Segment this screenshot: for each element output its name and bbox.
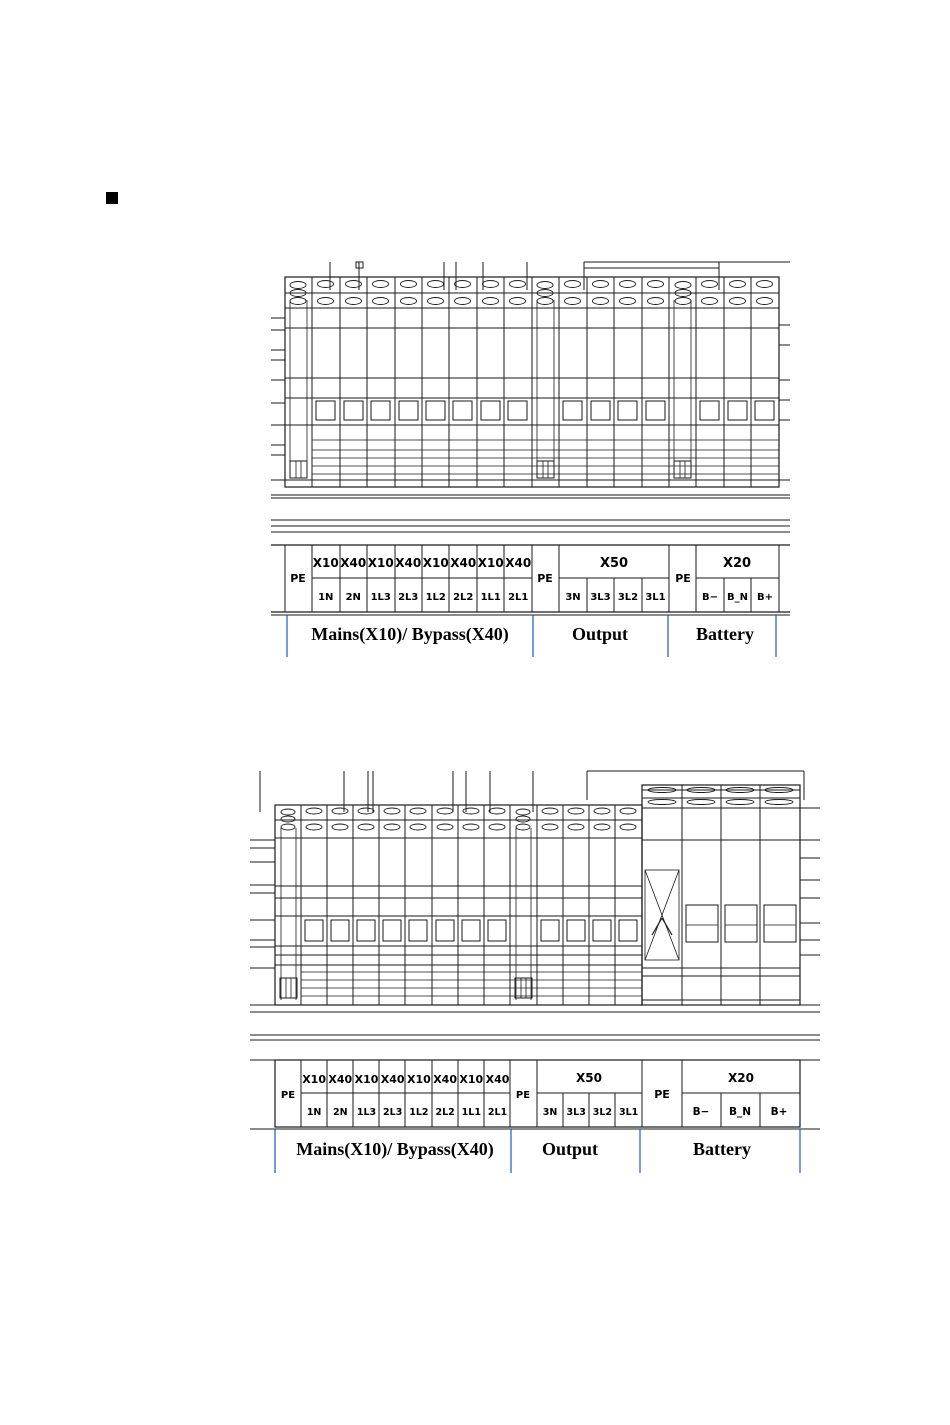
pe-label: PE xyxy=(654,1088,670,1101)
screw-hole-icon xyxy=(290,282,306,289)
pe-label: PE xyxy=(537,572,553,585)
terminal-sub-label: 2L3 xyxy=(398,592,419,603)
pe-clip xyxy=(280,978,297,998)
terminal-head-label: X40 xyxy=(505,556,532,570)
screw-hole-icon xyxy=(318,298,334,305)
screw-hole-icon xyxy=(726,800,754,805)
screw-hole-icon xyxy=(410,808,426,814)
group-label-output: Output xyxy=(541,1139,599,1159)
terminal-head-label: X10 xyxy=(302,1073,326,1086)
terminal-head-label: X10 xyxy=(354,1073,379,1086)
screw-hole-icon xyxy=(516,816,530,822)
terminal-head-label: X40 xyxy=(433,1073,457,1086)
terminal-sub-label: 1L2 xyxy=(425,592,446,603)
group-label-battery: Battery xyxy=(696,624,754,644)
terminal-window xyxy=(453,401,472,420)
pe-label: PE xyxy=(675,572,691,585)
output-sub-label: 3L2 xyxy=(592,1107,613,1118)
terminal-window xyxy=(755,401,774,420)
terminal-window xyxy=(508,401,527,420)
terminal-window xyxy=(541,920,559,941)
terminal-window xyxy=(383,920,401,941)
terminal-head-label: X40 xyxy=(328,1073,353,1086)
screw-hole-icon xyxy=(463,808,479,814)
terminal-head-label: X40 xyxy=(485,1073,510,1086)
pe-clip xyxy=(537,461,554,478)
screw-hole-icon xyxy=(428,298,444,305)
screw-hole-icon xyxy=(318,281,334,288)
output-head-label: X50 xyxy=(599,556,629,571)
diagram-1 xyxy=(271,262,790,657)
screw-hole-icon xyxy=(306,824,322,830)
screw-hole-icon xyxy=(620,808,636,814)
screw-hole-icon xyxy=(565,281,581,288)
terminal-window xyxy=(409,920,427,941)
group-label-mains-bypass: Mains(X10)/ Bypass(X40) xyxy=(296,1139,494,1159)
output-sub-label: 3N xyxy=(565,592,581,603)
pe-label: PE xyxy=(515,1090,531,1101)
terminal-window xyxy=(426,401,445,420)
screw-hole-icon xyxy=(675,282,691,289)
screw-hole-icon xyxy=(463,824,479,830)
output-sub-label: 3L1 xyxy=(618,1107,639,1118)
screw-hole-icon xyxy=(332,808,348,814)
terminal-sub-label: 1L3 xyxy=(356,1107,377,1118)
screw-hole-icon xyxy=(510,281,526,288)
terminal-window xyxy=(488,920,506,941)
terminal-sub-label: 2L2 xyxy=(435,1107,455,1118)
screw-hole-icon xyxy=(401,281,417,288)
terminal-sub-label: 2L3 xyxy=(383,1107,403,1118)
terminal-sub-label: 2L1 xyxy=(487,1107,508,1118)
terminal-window xyxy=(344,401,363,420)
terminal-window xyxy=(399,401,418,420)
screw-hole-icon xyxy=(730,281,746,288)
terminal-head-label: X10 xyxy=(367,556,394,570)
screw-hole-icon xyxy=(384,808,400,814)
terminal-window xyxy=(591,401,610,420)
terminal-head-label: X40 xyxy=(380,1073,405,1086)
group-label-battery: Battery xyxy=(693,1139,751,1159)
pe-clip xyxy=(674,461,691,478)
screw-hole-icon xyxy=(489,824,505,830)
screw-hole-icon xyxy=(281,809,295,815)
screw-hole-icon xyxy=(358,808,374,814)
screw-hole-icon xyxy=(594,824,610,830)
drawing-line xyxy=(652,918,662,935)
battery-sub-label: B+ xyxy=(770,1106,788,1118)
screw-hole-icon xyxy=(437,824,453,830)
screw-hole-icon xyxy=(702,298,718,305)
terminal-window xyxy=(357,920,375,941)
terminal-window xyxy=(619,920,637,941)
terminal-window xyxy=(462,920,480,941)
screw-hole-icon xyxy=(620,281,636,288)
screw-hole-icon xyxy=(489,808,505,814)
screw-hole-icon xyxy=(757,281,773,288)
screw-hole-icon xyxy=(542,808,558,814)
terminal-sub-label: 1L1 xyxy=(461,1107,481,1118)
screw-hole-icon xyxy=(516,809,530,815)
terminal-window xyxy=(371,401,390,420)
terminal-label-table-2 xyxy=(250,1060,820,1173)
output-sub-label: 3L3 xyxy=(566,1107,586,1118)
terminal-head-label: X40 xyxy=(395,556,422,570)
terminal-window xyxy=(593,920,611,941)
screw-hole-icon xyxy=(483,298,499,305)
screw-hole-icon xyxy=(565,298,581,305)
screw-hole-icon xyxy=(281,816,295,822)
output-sub-label: 3N xyxy=(542,1107,558,1118)
terminal-label-table-1 xyxy=(271,545,790,657)
terminal-window xyxy=(331,920,349,941)
screw-hole-icon xyxy=(675,298,691,305)
terminal-head-label: X10 xyxy=(459,1073,484,1086)
fuse-window xyxy=(764,905,796,942)
screw-hole-icon xyxy=(290,298,306,305)
screw-hole-icon xyxy=(594,808,610,814)
terminal-head-label: X40 xyxy=(450,556,477,570)
screw-hole-icon xyxy=(730,298,746,305)
terminal-window xyxy=(646,401,665,420)
pe-label: PE xyxy=(280,1090,296,1101)
terminal-sub-label: 2L1 xyxy=(508,592,529,603)
pe-label: PE xyxy=(290,572,306,585)
black-square-bullet-icon xyxy=(106,192,118,204)
battery-head-label: X20 xyxy=(728,1071,754,1085)
screw-hole-icon xyxy=(537,282,553,289)
diagram-2 xyxy=(250,771,820,1173)
terminal-sub-label: 1N xyxy=(306,1107,322,1118)
fuse-window xyxy=(686,905,718,942)
screw-hole-icon xyxy=(373,298,389,305)
screw-hole-icon xyxy=(568,824,584,830)
terminal-sub-label: 2N xyxy=(345,592,361,603)
screw-hole-icon xyxy=(620,824,636,830)
terminal-window xyxy=(305,920,323,941)
terminal-head-label: X40 xyxy=(340,556,367,570)
screw-hole-icon xyxy=(648,281,664,288)
screw-hole-icon xyxy=(648,800,676,805)
screw-hole-icon xyxy=(593,281,609,288)
screw-hole-icon xyxy=(620,298,636,305)
terminal-window xyxy=(700,401,719,420)
battery-head-label: X20 xyxy=(722,556,752,571)
screw-hole-icon xyxy=(306,808,322,814)
screw-hole-icon xyxy=(332,824,348,830)
output-sub-label: 3L3 xyxy=(590,592,611,603)
terminal-head-label: X10 xyxy=(312,556,339,570)
drawing-line xyxy=(662,918,672,935)
screw-hole-icon xyxy=(757,298,773,305)
screw-hole-icon xyxy=(437,808,453,814)
screw-hole-icon xyxy=(702,281,718,288)
battery-sub-label: B_N xyxy=(728,1106,752,1118)
terminal-sub-label: 2L2 xyxy=(453,592,474,603)
screw-hole-icon xyxy=(483,281,499,288)
terminal-window xyxy=(567,920,585,941)
terminal-head-label: X10 xyxy=(407,1073,431,1086)
battery-sub-label: B− xyxy=(701,592,719,603)
battery-sub-label: B_N xyxy=(727,592,748,603)
terminal-window xyxy=(563,401,582,420)
terminal-window xyxy=(316,401,335,420)
screw-hole-icon xyxy=(346,298,362,305)
terminal-head-label: X10 xyxy=(422,556,449,570)
battery-sub-label: B+ xyxy=(756,592,774,603)
screw-hole-icon xyxy=(537,298,553,305)
screw-hole-icon xyxy=(542,824,558,830)
screw-hole-icon xyxy=(401,298,417,305)
terminal-sub-label: 1L1 xyxy=(480,592,501,603)
screw-hole-icon xyxy=(568,808,584,814)
screw-hole-icon xyxy=(410,824,426,830)
screw-hole-icon xyxy=(428,281,444,288)
pe-clip xyxy=(290,461,307,478)
terminal-window xyxy=(618,401,637,420)
screw-hole-icon xyxy=(687,800,715,805)
terminal-sub-label: 1L3 xyxy=(370,592,391,603)
screw-hole-icon xyxy=(510,298,526,305)
screw-hole-icon xyxy=(648,298,664,305)
screw-hole-icon xyxy=(516,824,530,830)
screw-hole-icon xyxy=(455,281,471,288)
screw-hole-icon xyxy=(455,298,471,305)
group-label-output: Output xyxy=(571,624,629,644)
terminal-sub-label: 1N xyxy=(318,592,334,603)
screw-hole-icon xyxy=(281,824,295,830)
fuse-window xyxy=(725,905,757,942)
terminal-window xyxy=(481,401,500,420)
screw-hole-icon xyxy=(373,281,389,288)
screw-hole-icon xyxy=(593,298,609,305)
screw-hole-icon xyxy=(384,824,400,830)
battery-sub-label: B− xyxy=(692,1106,710,1118)
group-label-mains-bypass: Mains(X10)/ Bypass(X40) xyxy=(311,624,509,644)
screw-hole-icon xyxy=(358,824,374,830)
terminal-sub-label: 1L2 xyxy=(409,1107,429,1118)
terminal-sub-label: 2N xyxy=(333,1107,348,1118)
terminal-window xyxy=(728,401,747,420)
output-sub-label: 3L2 xyxy=(617,592,639,603)
output-head-label: X50 xyxy=(576,1071,602,1085)
output-sub-label: 3L1 xyxy=(645,592,666,603)
terminal-window xyxy=(436,920,454,941)
terminal-head-label: X10 xyxy=(477,556,504,570)
screw-hole-icon xyxy=(765,800,793,805)
